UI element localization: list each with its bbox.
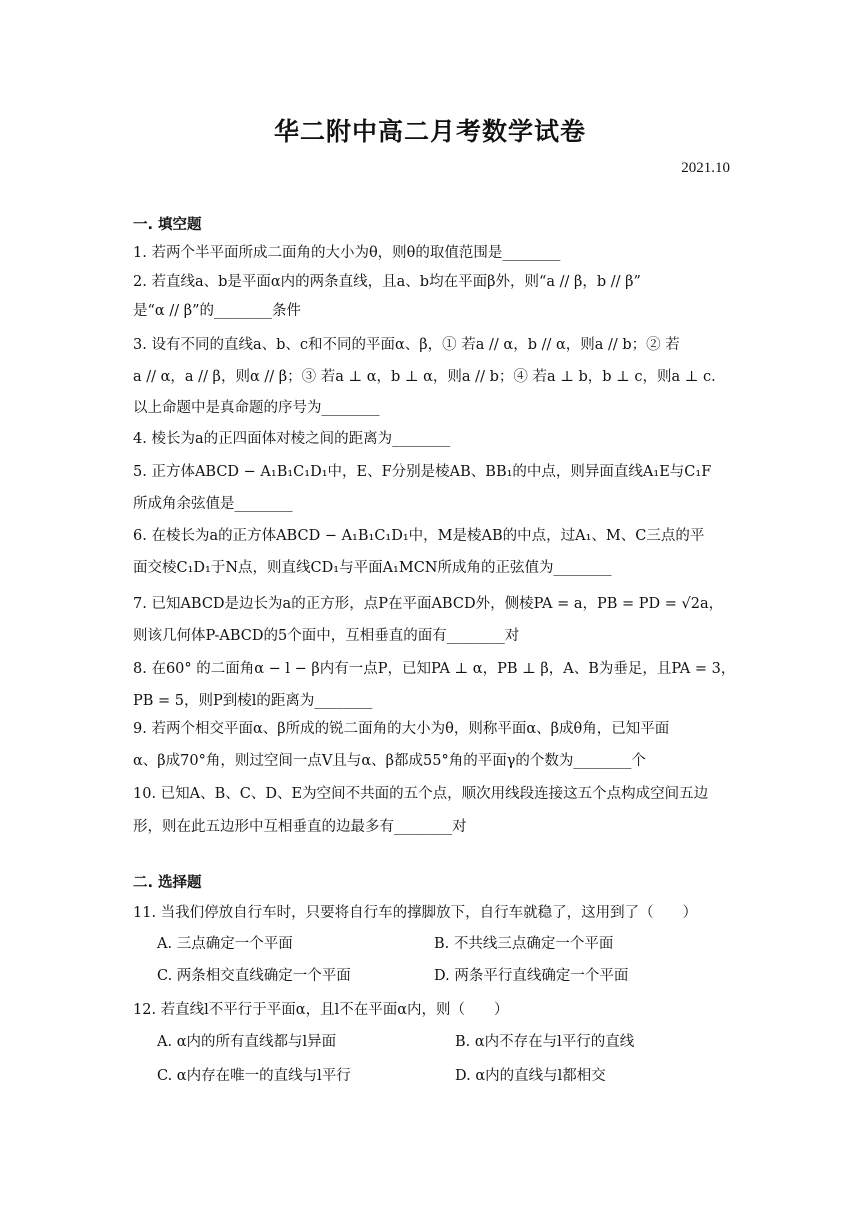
- question-8-line-cont: PB = 5，则P到棱l的距离为________: [133, 693, 373, 709]
- question-2-line-cont: 是“α // β”的________条件: [133, 303, 301, 319]
- question-4-line: 4. 棱长为a的正四面体对棱之间的距离为________: [133, 431, 451, 447]
- question-10-line: 10. 已知A、B、C、D、E为空间不共面的五个点，顺次用线段连接这五个点构成空间五边: [133, 786, 709, 802]
- question-10-line-cont: 形，则在此五边形中互相垂直的边最多有________对: [133, 819, 467, 835]
- question-11-option-d: D. 两条平行直线确定一个平面: [434, 968, 629, 984]
- question-3-line-cont: a // α，a // β，则α // β；③ 若a ⊥ α，b ⊥ α，则a // b；④ 若a ⊥ b，b ⊥ c，则a ⊥ c.: [133, 369, 716, 385]
- question-1-line: 1. 若两个半平面所成二面角的大小为θ，则θ的取值范围是________: [133, 245, 561, 261]
- question-8-line: 8. 在60° 的二面角α − l − β内有一点P，已知PA ⊥ α，PB ⊥ β，A、B为垂足，且PA = 3，: [133, 661, 736, 677]
- question-12-option-d: D. α内的直线与l都相交: [455, 1068, 606, 1084]
- question-12-option-a: A. α内的所有直线都与l异面: [157, 1034, 337, 1050]
- question-12-option-c: C. α内存在唯一的直线与l平行: [157, 1068, 351, 1084]
- question-5-line-cont: 所成角余弦值是________: [133, 496, 293, 512]
- question-11-option-c: C. 两条相交直线确定一个平面: [157, 968, 351, 984]
- section-heading-multiple-choice: 二. 选择题: [133, 875, 202, 891]
- question-3-line-cont: 以上命题中是真命题的序号为________: [133, 400, 380, 416]
- question-5-line: 5. 正方体ABCD − A₁B₁C₁D₁中，E、F分别是棱AB、BB₁的中点，则异面直线A₁E与C₁F: [133, 464, 712, 480]
- question-7-line-cont: 则该几何体P-ABCD的5个面中，互相垂直的面有________对: [133, 628, 520, 644]
- page-title: 华二附中高二月考数学试卷: [273, 117, 586, 146]
- question-11-option-b: B. 不共线三点确定一个平面: [434, 936, 614, 952]
- question-12-option-b: B. α内不存在与l平行的直线: [455, 1034, 635, 1050]
- question-12-line: 12. 若直线l不平行于平面α，且l不在平面α内，则（ ）: [133, 1002, 509, 1018]
- question-9-line-cont: α、β成70°角，则过空间一点V且与α、β都成55°角的平面γ的个数为________个: [133, 753, 646, 769]
- question-6-line-cont: 面交棱C₁D₁于N点，则直线CD₁与平面A₁MCN所成角的正弦值为________: [133, 560, 612, 576]
- question-7-line: 7. 已知ABCD是边长为a的正方形，点P在平面ABCD外，侧棱PA = a，PB = PD = √2a，: [133, 596, 724, 612]
- section-heading-fill-in: 一. 填空题: [133, 217, 202, 233]
- question-2-line: 2. 若直线a、b是平面α内的两条直线，且a、b均在平面β外，则“a // β，b // β”: [133, 274, 641, 290]
- exam-date: 2021.10: [681, 160, 730, 176]
- question-3-line: 3. 设有不同的直线a、b、c和不同的平面α、β，① 若a // α，b // α，则a // b；② 若: [133, 337, 680, 353]
- question-11-line: 11. 当我们停放自行车时，只要将自行车的撑脚放下，自行车就稳了，这用到了（ ）: [133, 905, 698, 921]
- question-6-line: 6. 在棱长为a的正方体ABCD − A₁B₁C₁D₁中，M是棱AB的中点，过A₁、M、C三点的平: [133, 528, 705, 544]
- question-9-line: 9. 若两个相交平面α、β所成的锐二面角的大小为θ，则称平面α、β成θ角，已知平面: [133, 721, 670, 737]
- question-11-option-a: A. 三点确定一个平面: [157, 936, 293, 952]
